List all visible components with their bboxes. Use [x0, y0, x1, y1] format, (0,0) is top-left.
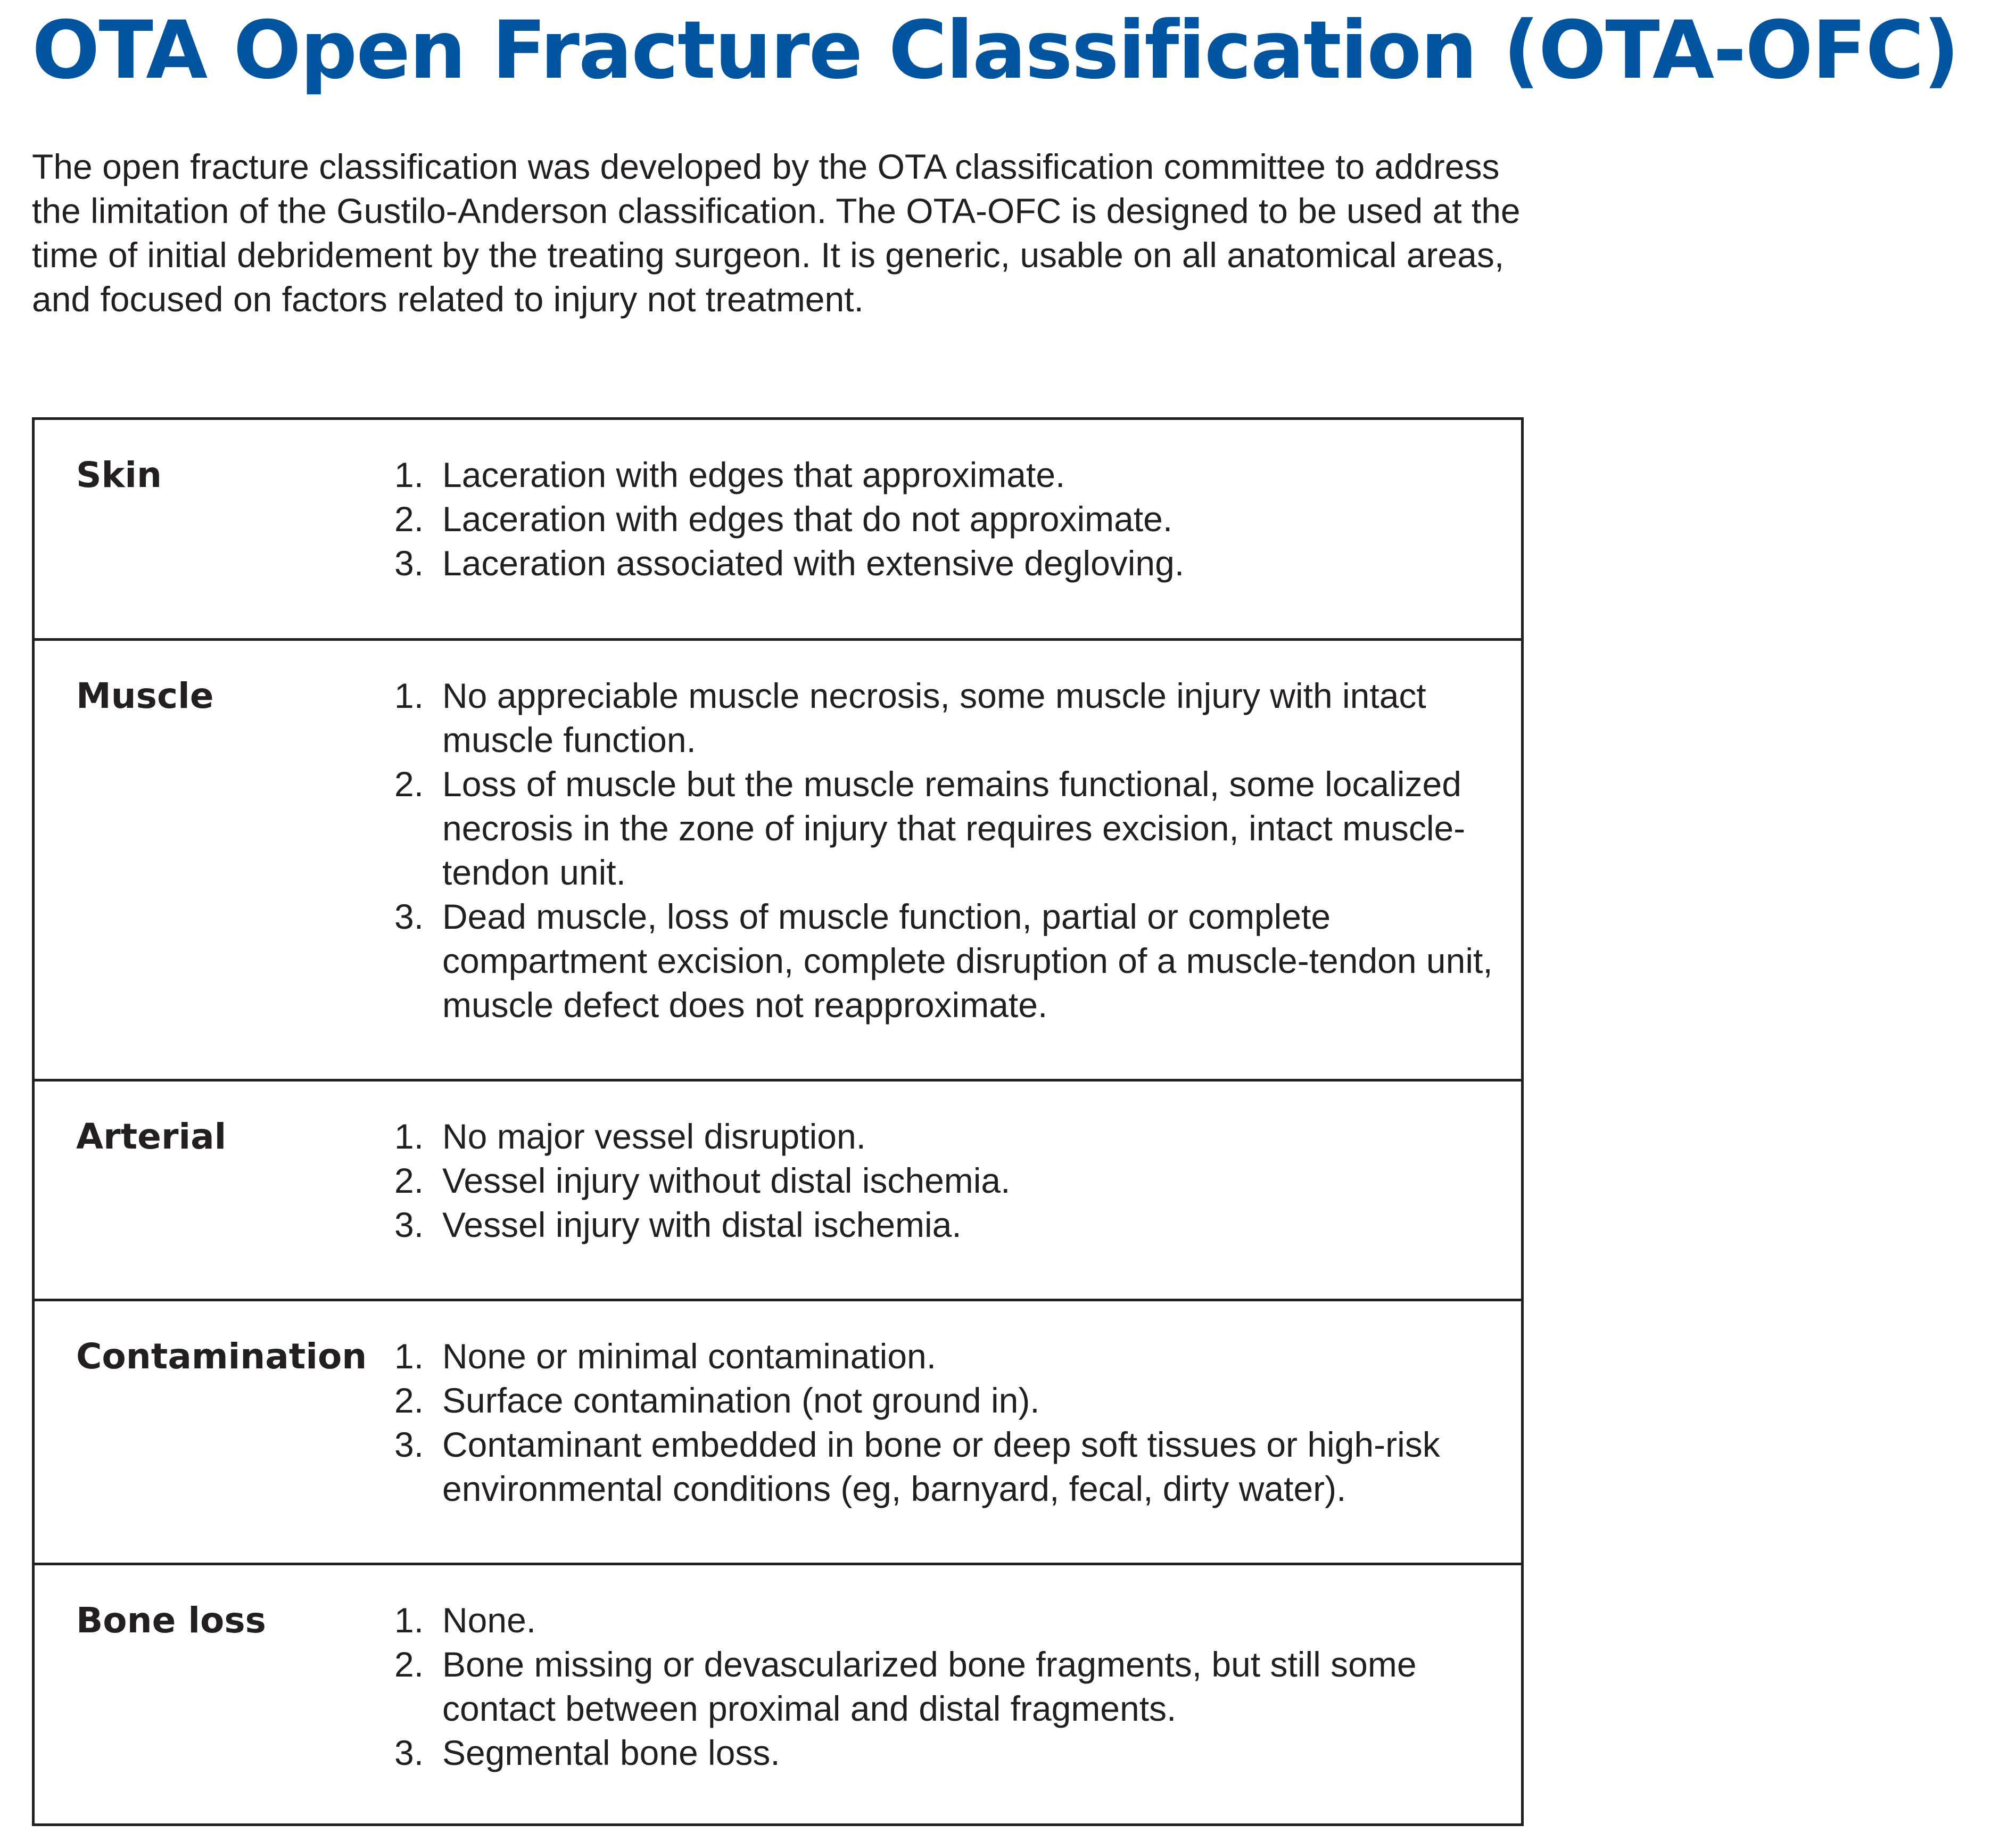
classification-table [32, 417, 1524, 1826]
grade-text: None or minimal contamination. [442, 1336, 937, 1376]
grade-text: Segmental bone loss. [442, 1733, 780, 1772]
category-label: Bone loss [76, 1600, 266, 1641]
row-arterial [35, 1079, 1521, 1299]
grade-text: No appreciable muscle necrosis, some muscle injury with intact muscle function. [442, 676, 1426, 759]
grade-item [394, 1642, 1501, 1731]
grade-text: Dead muscle, loss of muscle function, partial or complete compartment excision, complete disruption of a muscle-tendon unit, muscle defect does not reapproximate. [442, 897, 1493, 1025]
category-label: Muscle [76, 675, 214, 716]
grade-text: Laceration with edges that approximate. [442, 455, 1065, 494]
grade-item [394, 541, 1501, 585]
grade-text: None. [442, 1600, 536, 1640]
grade-text: Vessel injury with distal ischemia. [442, 1205, 962, 1244]
row-muscle [35, 638, 1521, 1079]
grade-number: 1. [394, 676, 424, 715]
grade-item [394, 674, 1501, 762]
grade-text: No major vessel disruption. [442, 1117, 866, 1156]
grade-item [394, 1423, 1501, 1511]
grade-list [394, 1114, 1501, 1247]
grade-number: 1. [394, 455, 424, 494]
grade-text: Laceration with edges that do not approximate. [442, 499, 1173, 539]
grade-item [394, 1731, 1501, 1775]
grade-text: Contaminant embedded in bone or deep soft tissues or high-risk environmental conditions (eg, barnyard, fecal, dirty water). [442, 1425, 1440, 1508]
grade-number: 3. [394, 897, 424, 936]
grade-item [394, 1203, 1501, 1247]
grade-text: Surface contamination (not ground in). [442, 1381, 1040, 1420]
grade-number: 3. [394, 1425, 424, 1464]
grade-list [394, 674, 1501, 1027]
grade-number: 2. [394, 499, 424, 539]
grade-text: Laceration associated with extensive degloving. [442, 543, 1185, 583]
grade-list [394, 1334, 1501, 1511]
grade-text: Vessel injury without distal ischemia. [442, 1161, 1011, 1200]
row-skin [35, 420, 1521, 638]
grade-list [394, 453, 1501, 585]
grade-text: Loss of muscle but the muscle remains functional, some localized necrosis in the zone of injury that requires excision, intact muscle-tendon unit. [442, 764, 1466, 892]
grade-number: 2. [394, 1161, 424, 1200]
grade-number: 1. [394, 1336, 424, 1376]
grade-number: 2. [394, 1645, 424, 1684]
category-label: Contamination [76, 1336, 367, 1377]
grade-number: 2. [394, 1381, 424, 1420]
grade-item [394, 895, 1501, 1027]
grade-item [394, 1378, 1501, 1423]
grade-number: 3. [394, 1205, 424, 1244]
category-label: Skin [76, 455, 162, 496]
grade-item [394, 497, 1501, 541]
grade-item [394, 453, 1501, 497]
grade-text: Bone missing or devascularized bone fragments, but still some contact between proximal and distal fragments. [442, 1645, 1417, 1728]
grade-list [394, 1598, 1501, 1775]
grade-number: 3. [394, 1733, 424, 1772]
grade-item [394, 1159, 1501, 1203]
row-bone-loss [35, 1563, 1521, 1823]
grade-item [394, 1598, 1501, 1642]
grade-number: 2. [394, 764, 424, 804]
row-contamination [35, 1299, 1521, 1563]
page-title: OTA Open Fracture Classification (OTA-OFC) [32, 4, 1959, 97]
grade-item [394, 1114, 1501, 1159]
grade-item [394, 1334, 1501, 1378]
grade-number: 1. [394, 1600, 424, 1640]
grade-number: 3. [394, 543, 424, 583]
grade-item [394, 762, 1501, 895]
category-label: Arterial [76, 1116, 227, 1157]
grade-number: 1. [394, 1117, 424, 1156]
intro-paragraph: The open fracture classification was developed by the OTA classification committee to address the limitation of the Gustilo-Anderson classification. The OTA-OFC is designed to be used at the time of initial debridement by the treating surgeon. It is generic, usable on all anatomical areas, and focused on factors related to injury not treatment. [32, 147, 1521, 319]
